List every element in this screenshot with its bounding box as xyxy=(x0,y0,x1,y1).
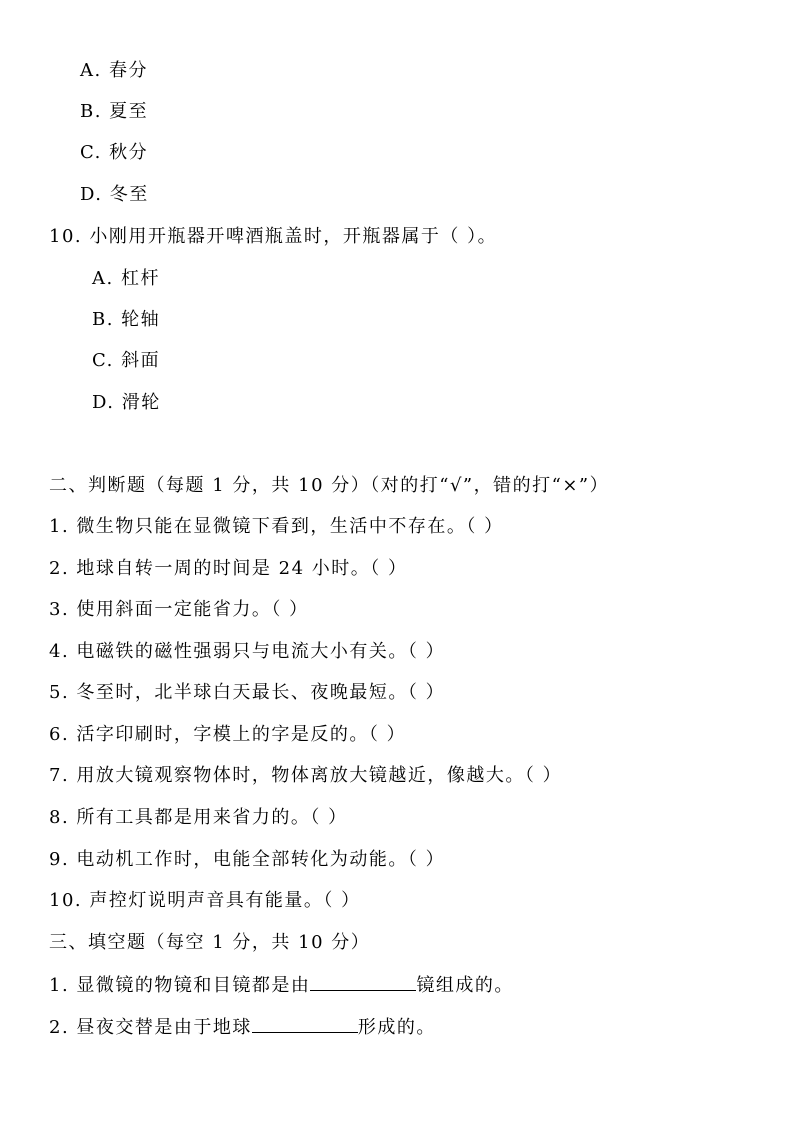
answer-blank-2[interactable] xyxy=(252,1014,358,1033)
q10-option-b: B. 轮轴 xyxy=(92,309,161,330)
q10-text: 10. 小刚用开瓶器开啤酒瓶盖时，开瓶器属于（ ）。 xyxy=(49,226,498,247)
judge-item-3: 3. 使用斜面一定能省力。（ ） xyxy=(49,599,309,620)
q9-option-b: B. 夏至 xyxy=(80,101,149,122)
section2-heading: 二、判断题（每题 1 分，共 10 分）（对的打“√”，错的打“×”） xyxy=(49,475,610,496)
fill-item-1-before: 1. 显微镜的物镜和目镜都是由 xyxy=(49,975,311,996)
judge-item-5: 5. 冬至时，北半球白天最长、夜晚最短。（ ） xyxy=(49,682,446,703)
judge-item-2: 2. 地球自转一周的时间是 24 小时。（ ） xyxy=(49,558,408,579)
judge-item-4: 4. 电磁铁的磁性强弱只与电流大小有关。（ ） xyxy=(49,641,446,662)
judge-item-10: 10. 声控灯说明声音具有能量。（ ） xyxy=(49,890,361,911)
q10-option-a: A. 杠杆 xyxy=(92,268,160,289)
judge-item-7: 7. 用放大镜观察物体时，物体离放大镜越近，像越大。（ ） xyxy=(49,765,563,786)
judge-item-9: 9. 电动机工作时，电能全部转化为动能。（ ） xyxy=(49,849,446,870)
fill-item-2-before: 2. 昼夜交替是由于地球 xyxy=(49,1017,252,1038)
judge-item-8: 8. 所有工具都是用来省力的。（ ） xyxy=(49,807,348,828)
fill-item-2-after: 形成的。 xyxy=(357,1017,436,1038)
q9-option-d: D. 冬至 xyxy=(80,184,149,205)
judge-item-6: 6. 活字印刷时，字模上的字是反的。（ ） xyxy=(49,724,407,745)
q9-option-c: C. 秋分 xyxy=(80,142,149,163)
judge-item-1: 1. 微生物只能在显微镜下看到，生活中不存在。（ ） xyxy=(49,516,504,537)
answer-blank-1[interactable] xyxy=(310,972,416,991)
q10-option-d: D. 滑轮 xyxy=(92,392,161,413)
section3-heading: 三、填空题（每空 1 分，共 10 分） xyxy=(49,932,371,953)
fill-item-2 xyxy=(49,1014,436,1038)
q10-option-c: C. 斜面 xyxy=(92,350,161,371)
fill-item-1 xyxy=(49,972,514,996)
fill-item-1-after: 镜组成的。 xyxy=(416,975,514,996)
q9-option-a: A. 春分 xyxy=(80,60,148,81)
